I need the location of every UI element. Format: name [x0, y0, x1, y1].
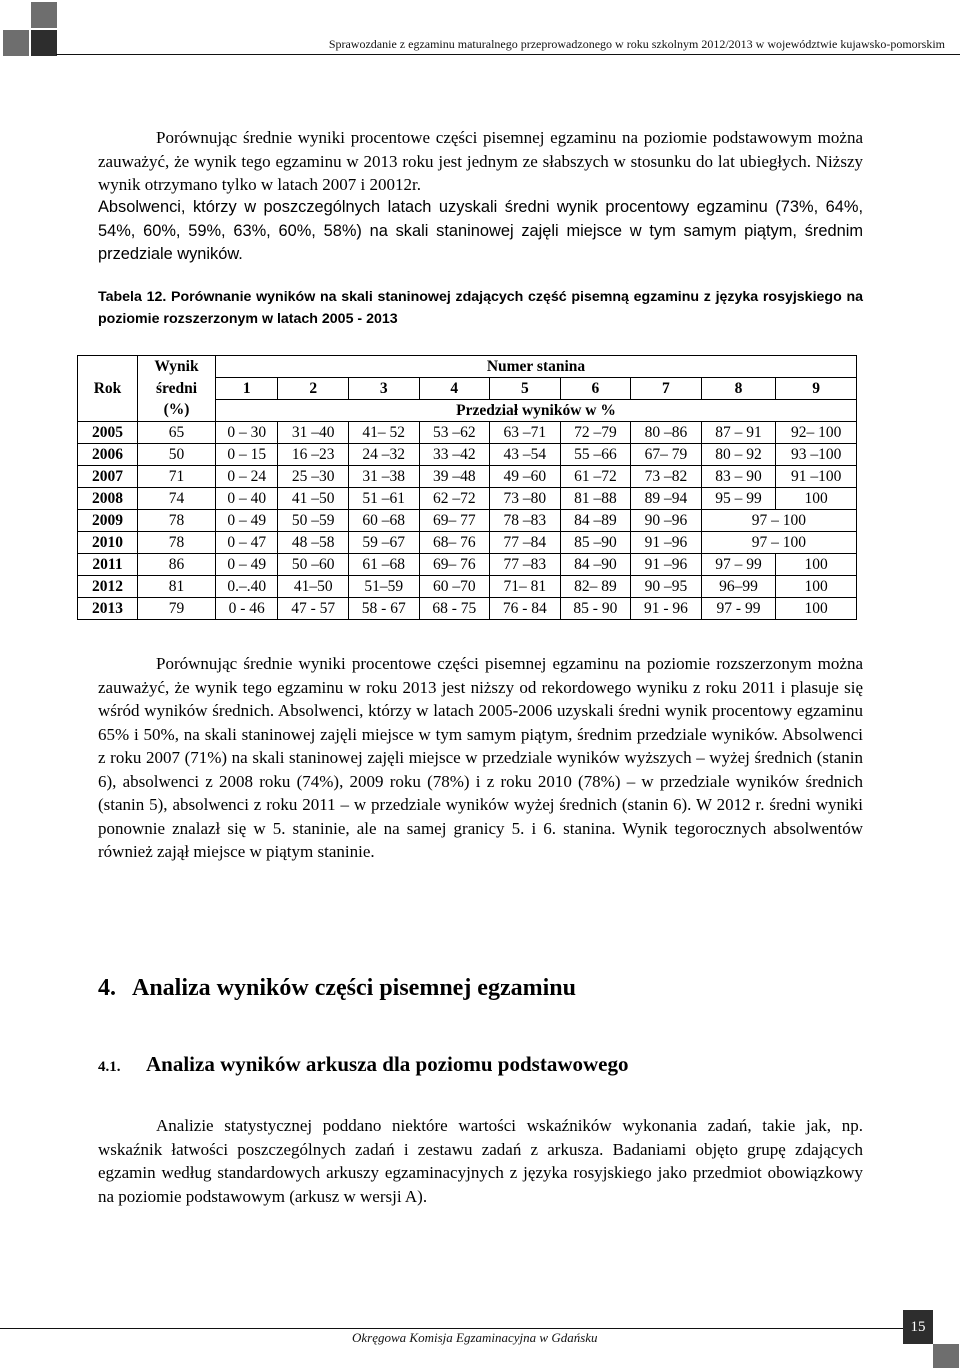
stanine-table	[77, 355, 857, 620]
range-cell: 0 – 24	[216, 466, 278, 488]
stanine-header-cell: 2	[278, 378, 349, 400]
range-cell: 100	[776, 488, 857, 510]
range-cell: 71– 81	[490, 576, 561, 598]
range-cell: 60 –68	[348, 510, 419, 532]
range-cell: 31 –40	[278, 422, 349, 444]
range-cell: 91 –100	[776, 466, 857, 488]
range-cell: 53 –62	[419, 422, 490, 444]
range-cell: 97 – 100	[701, 510, 856, 532]
range-cell: 97 – 99	[701, 554, 776, 576]
section-heading-4	[98, 975, 576, 1002]
range-cell: 73 –82	[631, 466, 702, 488]
footer-divider	[0, 1328, 904, 1329]
range-cell: 90 –95	[631, 576, 702, 598]
header-wynik-line1: Wynik	[138, 356, 216, 378]
stanine-header-cell: 9	[776, 378, 857, 400]
paragraph-3: Analizie statystycznej poddano niektóre wartości wskaźników wykonania zadań, takie jak, np. wskaźnik łatwości poszczególnych zadań i zestawu zadań z arkusza. Badaniami objęto grupę zdających egzamin według standardowych arkuszy egzaminacyjnych z języka rosyjskiego jako przedmiot obowiązkowy na poziomie podstawowym (arkusz w wersji A).	[98, 1116, 863, 1206]
range-cell: 78 –83	[490, 510, 561, 532]
range-cell: 97 – 100	[701, 532, 856, 554]
average-cell: 79	[138, 598, 216, 620]
range-cell: 87 – 91	[701, 422, 776, 444]
page-footer: Okręgowa Komisja Egzaminacyjna w Gdańsku	[352, 1330, 598, 1345]
range-cell: 84 –89	[560, 510, 631, 532]
range-cell: 61 –72	[560, 466, 631, 488]
range-cell: 51–59	[348, 576, 419, 598]
range-cell: 55 –66	[560, 444, 631, 466]
table-row	[78, 422, 857, 444]
table-row	[78, 444, 857, 466]
range-cell: 50 –59	[278, 510, 349, 532]
range-cell: 76 - 84	[490, 598, 561, 620]
range-cell: 85 –90	[560, 532, 631, 554]
average-cell: 86	[138, 554, 216, 576]
range-cell: 68– 76	[419, 532, 490, 554]
table-row	[78, 510, 857, 532]
range-cell: 83 – 90	[701, 466, 776, 488]
range-cell: 24 –32	[348, 444, 419, 466]
range-cell: 25 –30	[278, 466, 349, 488]
range-cell: 0 - 46	[216, 598, 278, 620]
average-cell: 71	[138, 466, 216, 488]
range-cell: 59 –67	[348, 532, 419, 554]
header-przedzial: Przedział wyników w %	[216, 400, 857, 422]
range-cell: 60 –70	[419, 576, 490, 598]
range-cell: 0 – 49	[216, 510, 278, 532]
range-cell: 50 –60	[278, 554, 349, 576]
range-cell: 89 –94	[631, 488, 702, 510]
header-divider	[56, 54, 960, 55]
range-cell: 41–50	[278, 576, 349, 598]
page-header: Sprawozdanie z egzaminu maturalnego przeprowadzonego w roku szkolnym 2012/2013 w województwie kujawsko-pomorskim	[328, 37, 945, 51]
section-heading-4-1	[98, 1052, 628, 1077]
paragraph-1-part-2: Absolwenci, którzy w poszczególnych latach uzyskali średni wynik procentowy egzaminu (73%, 64%, 54%, 60%, 59%, 63%, 60%, 58%) na skali staninowej zajęli miejsce w tym samym piątym, średnim przedziale wyników.	[98, 198, 863, 263]
year-cell: 2011	[78, 554, 138, 576]
table-caption: Tabela 12. Porównanie wyników na skali staninowej zdających część pisemną egzaminu z języka rosyjskiego na poziomie rozszerzonym w latach 2005 - 2013	[98, 289, 863, 327]
range-cell: 67– 79	[631, 444, 702, 466]
range-cell: 47 - 57	[278, 598, 349, 620]
header-rok: Rok	[78, 356, 138, 422]
year-cell: 2012	[78, 576, 138, 598]
year-cell: 2010	[78, 532, 138, 554]
stanine-header-cell: 5	[490, 378, 561, 400]
range-cell: 69– 76	[419, 554, 490, 576]
range-cell: 77 –83	[490, 554, 561, 576]
range-cell: 96–99	[701, 576, 776, 598]
range-cell: 69– 77	[419, 510, 490, 532]
stanine-header-cell: 4	[419, 378, 490, 400]
year-cell: 2007	[78, 466, 138, 488]
table-row	[78, 488, 857, 510]
range-cell: 62 –72	[419, 488, 490, 510]
year-cell: 2008	[78, 488, 138, 510]
table-row	[78, 576, 857, 598]
stanine-header-cell: 8	[701, 378, 776, 400]
range-cell: 39 –48	[419, 466, 490, 488]
subsection-title: Analiza wyników arkusza dla poziomu podstawowego	[146, 1052, 629, 1076]
range-cell: 100	[776, 598, 857, 620]
range-cell: 31 –38	[348, 466, 419, 488]
range-cell: 49 –60	[490, 466, 561, 488]
year-cell: 2013	[78, 598, 138, 620]
year-cell: 2005	[78, 422, 138, 444]
range-cell: 81 –88	[560, 488, 631, 510]
logo-squares-icon	[3, 2, 59, 56]
range-cell: 72 –79	[560, 422, 631, 444]
range-cell: 82– 89	[560, 576, 631, 598]
stanine-header-cell: 7	[631, 378, 702, 400]
range-cell: 0.–.40	[216, 576, 278, 598]
paragraph-2: Porównując średnie wyniki procentowe części pisemnej egzaminu na poziomie rozszerzonym można zauważyć, że wynik tego egzaminu w roku 2013 jest niższy od rekordowego wyniku z roku 2011 i plasuje się wśród wyników średnich. Absolwenci, którzy w latach 2005-2006 uzyskali średni wynik procentowy egzaminu 65% i 50%, na skali staninowej zajęli miejsce w tym samym piątym, średnim przedziale wyników. Absolwenci z roku 2007 (71%) na skali staninowej zajęli miejsce w przedziale wyników wyższych – wyżej średnich (stanin 6), absolwenci z 2008 roku (74%), 2009 roku (78%) i z roku 2010 (78%) – w przedziale wyników średnich (stanin 5), absolwenci z roku 2011 – w przedziale wyników wyżej średnich (stanin 6). W 2012 r. średni wyniki ponownie znalazł się w 5. staninie, ale na samej granicy 5. i 6. stanina. Wynik tegorocznych absolwentów również zajął miejsce w piątym staninie.	[98, 654, 863, 861]
range-cell: 16 –23	[278, 444, 349, 466]
range-cell: 41– 52	[348, 422, 419, 444]
range-cell: 100	[776, 576, 857, 598]
section-number: 4.	[98, 975, 116, 1001]
section-title: Analiza wyników części pisemnej egzaminu	[132, 975, 576, 1001]
range-cell: 80 –86	[631, 422, 702, 444]
range-cell: 51 –61	[348, 488, 419, 510]
range-cell: 0 – 30	[216, 422, 278, 444]
subsection-number: 4.1.	[98, 1059, 121, 1075]
range-cell: 77 –84	[490, 532, 561, 554]
page-number-decoration	[933, 1344, 959, 1368]
stanine-header-cell: 1	[216, 378, 278, 400]
range-cell: 73 –80	[490, 488, 561, 510]
header-numer-stanina: Numer stanina	[216, 356, 857, 378]
average-cell: 78	[138, 510, 216, 532]
table-row	[78, 554, 857, 576]
average-cell: 78	[138, 532, 216, 554]
range-cell: 91 –96	[631, 532, 702, 554]
range-cell: 33 –42	[419, 444, 490, 466]
range-cell: 68 - 75	[419, 598, 490, 620]
year-cell: 2009	[78, 510, 138, 532]
range-cell: 0 – 15	[216, 444, 278, 466]
average-cell: 50	[138, 444, 216, 466]
range-cell: 48 –58	[278, 532, 349, 554]
table-row	[78, 532, 857, 554]
range-cell: 92– 100	[776, 422, 857, 444]
range-cell: 63 –71	[490, 422, 561, 444]
range-cell: 95 – 99	[701, 488, 776, 510]
range-cell: 91 - 96	[631, 598, 702, 620]
stanine-header-cell: 3	[348, 378, 419, 400]
range-cell: 100	[776, 554, 857, 576]
range-cell: 0 – 40	[216, 488, 278, 510]
range-cell: 61 –68	[348, 554, 419, 576]
page-number: 15	[903, 1310, 933, 1344]
range-cell: 84 –90	[560, 554, 631, 576]
range-cell: 41 –50	[278, 488, 349, 510]
header-wynik-line2: średni	[138, 378, 216, 400]
range-cell: 80 – 92	[701, 444, 776, 466]
range-cell: 58 - 67	[348, 598, 419, 620]
table-row	[78, 598, 857, 620]
header-wynik-line3: (%)	[138, 400, 216, 422]
paragraph-1-part-1: Porównując średnie wyniki procentowe części pisemnej egzaminu na poziomie podstawowym można zauważyć, że wynik tego egzaminu w 2013 roku jest jednym ze słabszych w stosunku do lat ubiegłych. Niższy wynik otrzymano tylko w latach 2007 i 20012r.	[98, 128, 863, 194]
range-cell: 90 –96	[631, 510, 702, 532]
range-cell: 0 – 49	[216, 554, 278, 576]
average-cell: 65	[138, 422, 216, 444]
range-cell: 91 –96	[631, 554, 702, 576]
range-cell: 97 - 99	[701, 598, 776, 620]
range-cell: 0 – 47	[216, 532, 278, 554]
year-cell: 2006	[78, 444, 138, 466]
range-cell: 85 - 90	[560, 598, 631, 620]
average-cell: 74	[138, 488, 216, 510]
average-cell: 81	[138, 576, 216, 598]
range-cell: 93 –100	[776, 444, 857, 466]
stanine-header-cell: 6	[560, 378, 631, 400]
table-row	[78, 466, 857, 488]
range-cell: 43 –54	[490, 444, 561, 466]
